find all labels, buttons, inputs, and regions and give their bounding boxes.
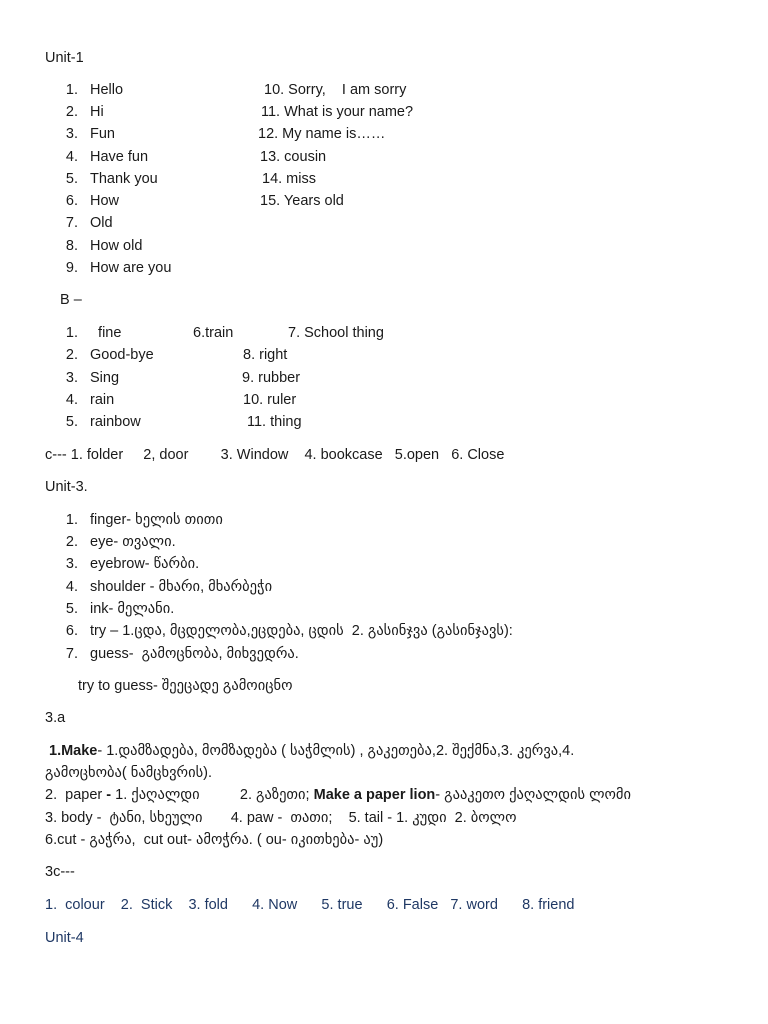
section-3a-heading: 3.a — [45, 710, 66, 726]
list-number: 5. — [65, 414, 78, 430]
list-item: try – 1.ცდა, მცდელობა,ეცდება, ცდის 2. გასინჯვა (გასინჯავს): — [90, 623, 513, 639]
paper-definition: 1. ქაღალდი 2. გაზეთი; — [111, 787, 314, 803]
list-item: 13. cousin — [260, 149, 327, 165]
section-b-heading: B – — [60, 292, 82, 308]
list-item: Fun — [90, 126, 115, 142]
list-item: How — [90, 193, 120, 209]
list-item: How old — [90, 238, 143, 254]
make-definition-continued: გამოცხობა( ნამცხვრის). — [45, 765, 213, 781]
list-number: 5. — [65, 171, 78, 187]
list-number: 2. — [65, 534, 78, 550]
list-item: eyebrow- წარბი. — [90, 556, 200, 572]
list-item: Good-bye — [90, 347, 154, 363]
list-item: Sing — [90, 370, 120, 386]
list-item: finger- ხელის თითი — [90, 512, 223, 528]
list-item: 7. School thing — [288, 325, 384, 341]
try-to-guess-line: try to guess- შეეცადე გამოიცნო — [78, 678, 293, 694]
unit1-heading: Unit-1 — [45, 50, 84, 66]
list-item: Hi — [90, 104, 104, 120]
list-item: Hello — [90, 82, 124, 98]
list-item: 11. thing — [247, 414, 302, 430]
paper-term: 2. paper — [45, 787, 107, 803]
list-number: 9. — [65, 260, 78, 276]
make-term: 1.Make — [49, 743, 98, 759]
list-number: 4. — [65, 579, 78, 595]
paper-definition-line — [45, 785, 631, 805]
list-item: rain — [90, 392, 115, 408]
list-item: Thank you — [90, 171, 158, 187]
list-number: 3. — [65, 126, 78, 142]
list-number: 3. — [65, 556, 78, 572]
list-number: 3. — [65, 370, 78, 386]
make-a-paper-lion-term: Make a paper lion — [313, 787, 436, 803]
list-item: 6.train — [193, 325, 234, 341]
cut-definition-line: 6.cut - გაჭრა, cut out- ამოჭრა. ( ou- იკითხება- აუ) — [45, 832, 384, 848]
list-item: shoulder - მხარი, მხარბეჭი — [90, 579, 273, 595]
list-number: 4. — [65, 392, 78, 408]
list-item: How are you — [90, 260, 172, 276]
list-number: 7. — [65, 646, 78, 662]
paper-lion-definition: - გააკეთო ქაღალდის ლომი — [435, 787, 631, 803]
section-3c-word-list: 1. colour 2. Stick 3. fold 4. Now 5. true 6. False 7. word 8. friend — [45, 897, 575, 913]
list-item: Have fun — [90, 149, 149, 165]
list-number: 1. — [65, 512, 78, 528]
make-definition-line — [49, 741, 574, 761]
list-number: 1. — [65, 82, 78, 98]
section-3c-heading: 3c--- — [45, 864, 75, 880]
unit4-heading: Unit-4 — [45, 930, 84, 946]
list-item: 10. Sorry, I am sorry — [264, 82, 407, 98]
paper-dash: - — [106, 787, 112, 803]
list-item: 12. My name is…… — [258, 126, 386, 142]
list-number: 5. — [65, 601, 78, 617]
list-number: 6. — [65, 623, 78, 639]
list-number: 1. — [65, 325, 78, 341]
list-item: 9. rubber — [242, 370, 301, 386]
list-number: 6. — [65, 193, 78, 209]
list-number: 7. — [65, 215, 78, 231]
list-item: 10. ruler — [243, 392, 297, 408]
list-item: fine — [90, 325, 122, 341]
list-item: 11. What is your name? — [261, 104, 414, 120]
list-item: 15. Years old — [260, 193, 344, 209]
body-paw-tail-line: 3. body - ტანი, სხეული 4. paw - თათი; 5. tail - 1. კუდი 2. ბოლო — [45, 810, 517, 826]
section-c-line: c--- 1. folder 2, door 3. Window 4. bookcase 5.open 6. Close — [45, 447, 505, 463]
list-item: guess- გამოცნობა, მიხვედრა. — [90, 646, 299, 662]
list-number: 8. — [65, 238, 78, 254]
list-number: 2. — [65, 104, 78, 120]
list-item: ink- მელანი. — [90, 601, 175, 617]
list-item: Old — [90, 215, 113, 231]
make-definition: - 1.დამზადება, მომზადება ( საჭმლის) , გაკეთება,2. შექმნა,3. კერვა,4. — [97, 743, 575, 759]
list-item: 8. right — [243, 347, 288, 363]
list-item: 14. miss — [262, 171, 316, 187]
list-number: 2. — [65, 347, 78, 363]
unit3-heading: Unit-3. — [45, 479, 88, 495]
list-item: rainbow — [90, 414, 141, 430]
list-item: eye- თვალი. — [90, 534, 176, 550]
list-number: 4. — [65, 149, 78, 165]
